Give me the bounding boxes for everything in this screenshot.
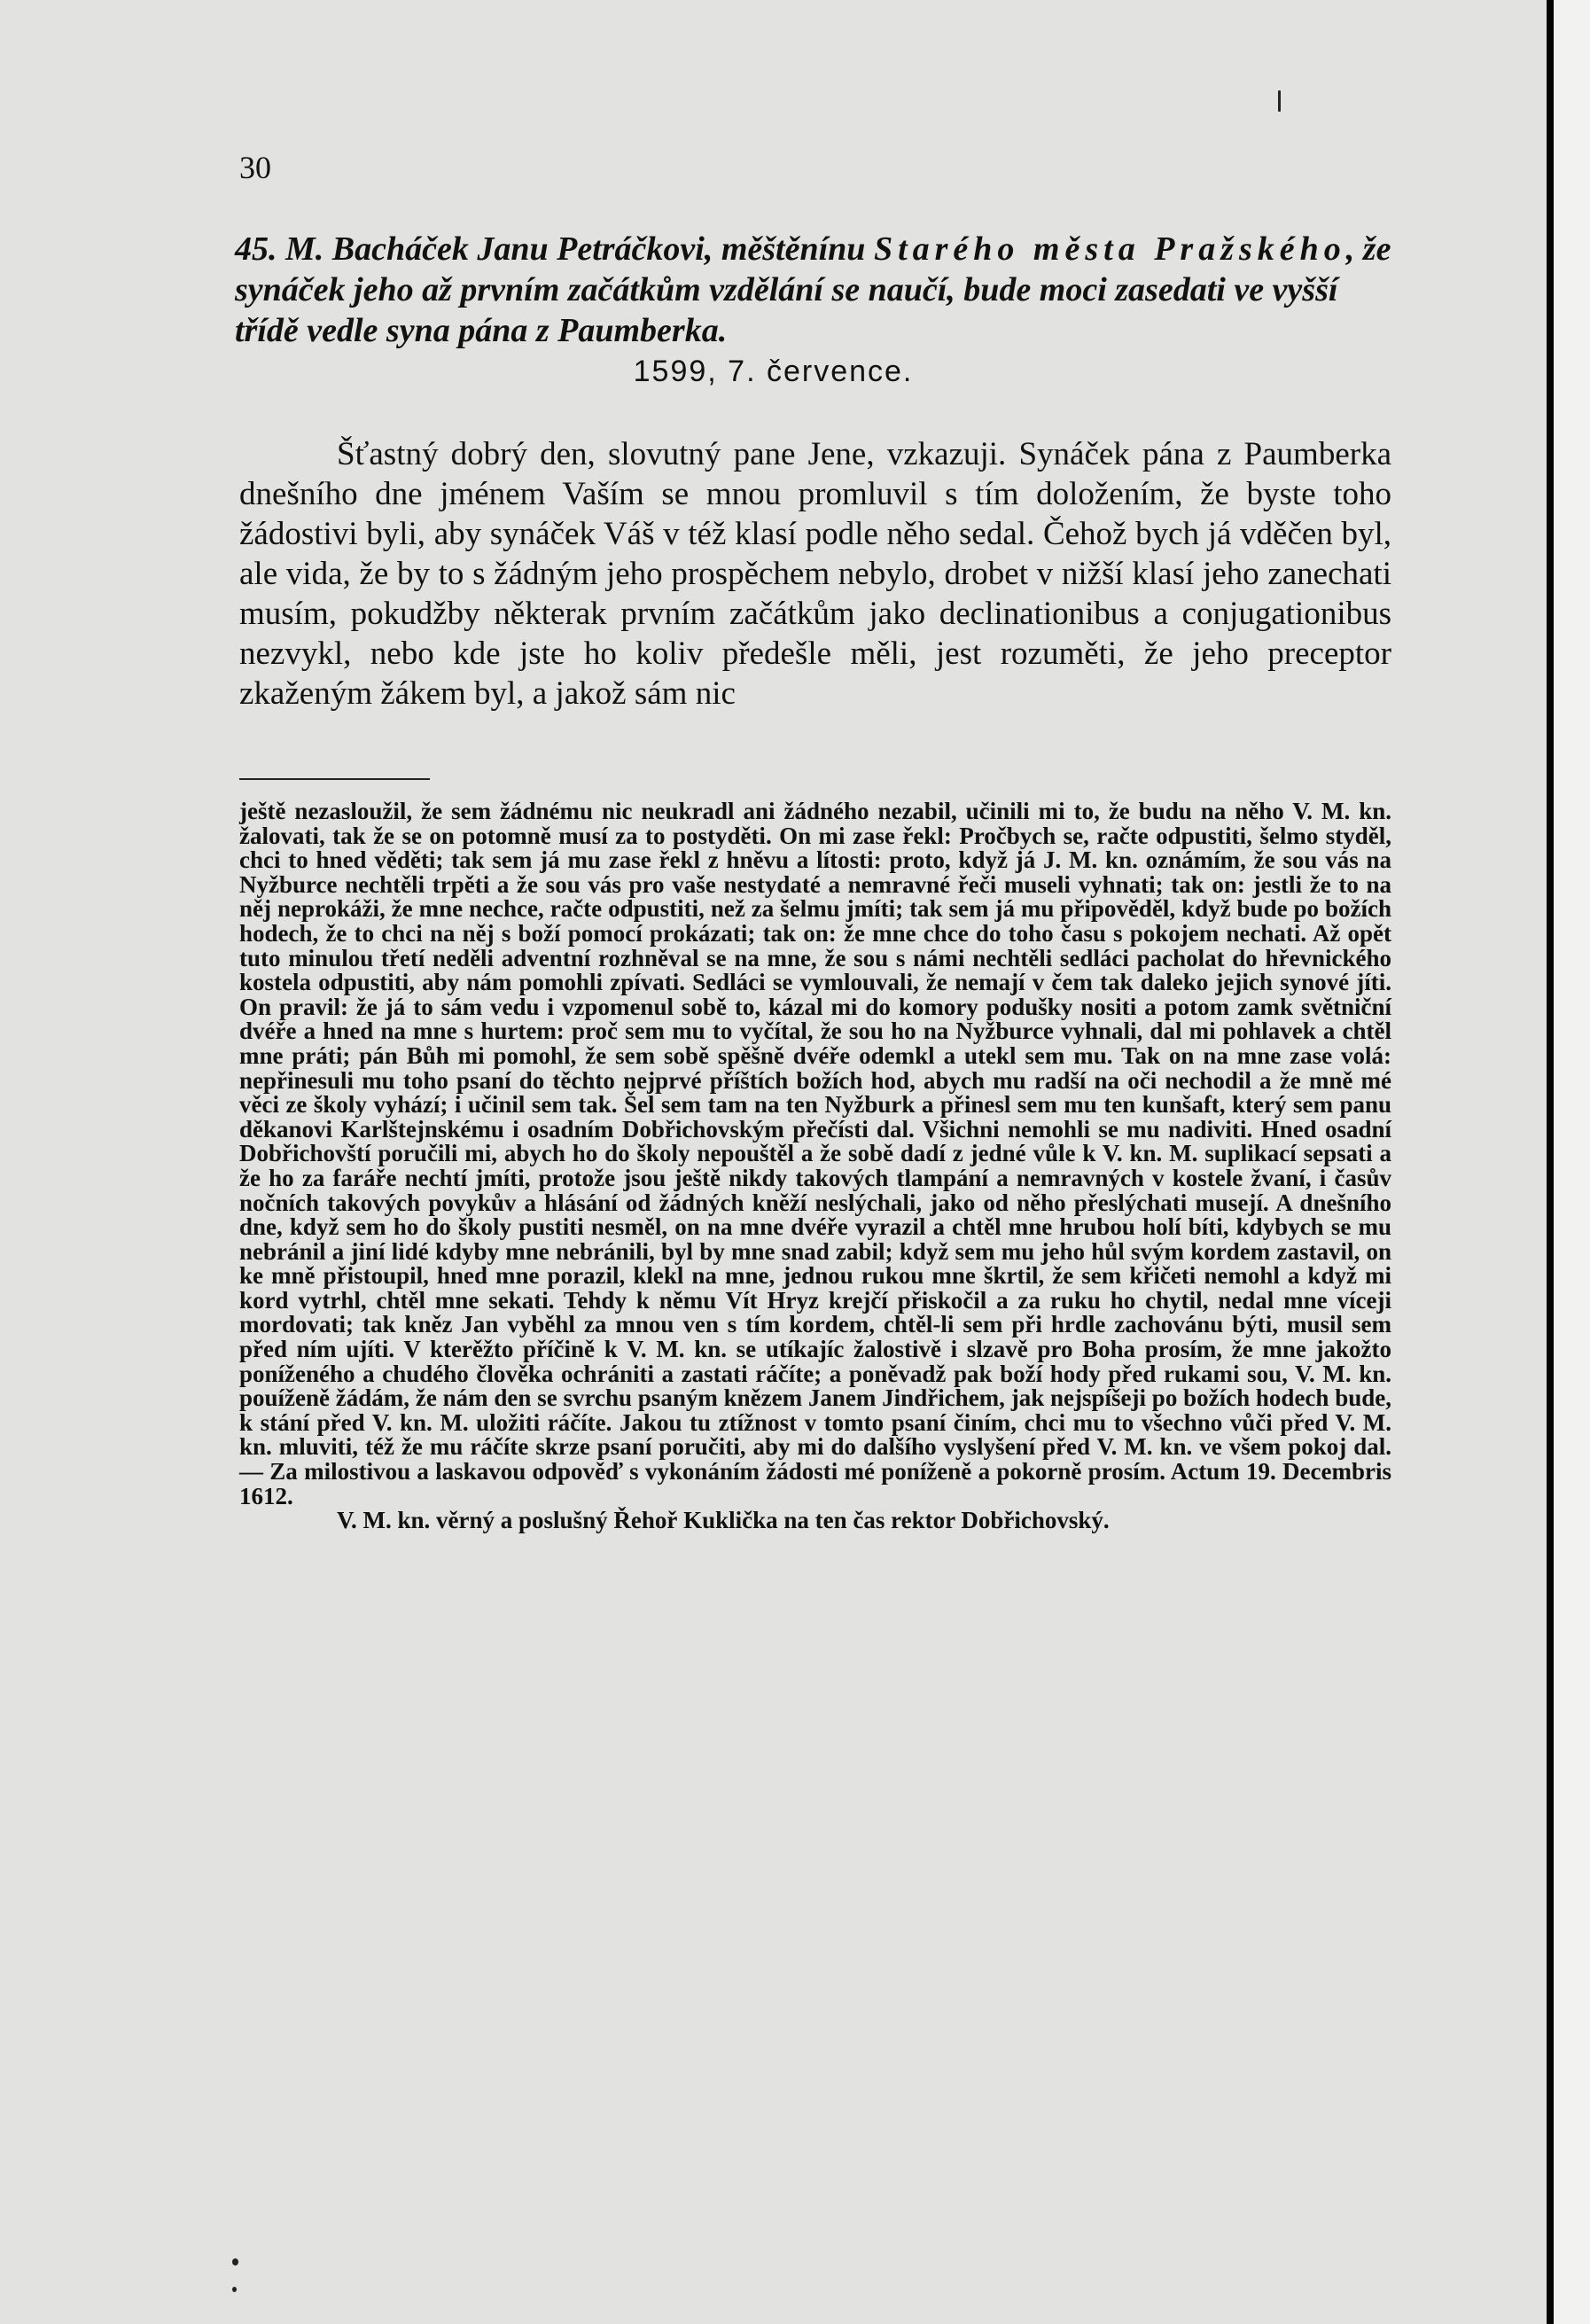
main-paragraph: Šťastný dobrý den, slovutný pane Jene, vzkazuji. Synáček pána z Paumberka dnešního dne jménem Vaším se mnou promluvil s tím doložením, že byste toho žádostivi byli, aby synáček Váš v též klasí podle něho sedal. Čehož bych já vděčen byl, ale vida, že by to s žádným jeho prospěchem nebylo, drobet v nižší klasí jeho zanechati musím, pokudžby některak prvním začátkům jako declinationibus a conjugationibus nezvykl, nebo kde jste ho koliv předešle měli, jest rozuměti, že jeho preceptor zkaženým žákem byl, a jakož sám nic — [239, 436, 1391, 712]
main-text — [239, 434, 1391, 714]
footnote — [239, 799, 1391, 1533]
heading-text-cont: , že synáček jeho až prvním začátkům vzdělání se naučí, bude moci zasedati ve vyšší třídě vedle syna pána z Paumberka. — [235, 230, 1391, 349]
paper-speck — [232, 2258, 238, 2266]
footnote-paragraph: ještě nezasloužil, že sem žádnému nic neukradl ani žádného nezabil, učinili mi to, že budu na něho V. M. kn. žalovati, tak že se on potomně musí za to postyděti. On mi zase řekl: Pročbych se, račte odpustiti, šelmo styděl, chci to hned věděti; tak sem já mu zase řekl z hněvu a lítosti: proto, když já J. M. kn. oznámím, že sou vás na Nyžburce nechtěli trpěti a že sou vás pro vaše nestydaté a nemravné řeči museli vyhnati; tak on: jestli že to na něj neprokáži, že mne nechce, račte odpustiti, než za šelmu jmíti; tak sem já mu připověděl, když bude po božích hodech, že to chci na něj s boží pomocí prokázati; tak on: že mne chce do toho času s pokojem nechati. Až opět tuto minulou třetí neděli adventní rozhněval se na mne, že sou s námi nechtěli sedláci pacholat do hřevnického kostela odpustiti, aby nám pomohli zpívati. Sedláci se vymlouvali, že nemají v čem tak daleko jejich synové jíti. On pravil: že já to sám vedu i vzpomenul sobě to, kázal mi do komory podušky nositi a potom zamk světniční dvéře a hned na mne s hurtem: proč sem mu to vyčítal, že sou ho na Nyžburce vyhnali, dal mi pohlavek a chtěl mne práti; pán Bůh mi pomohl, že sem sobě spěšně dvéře odemkl a utekl sem mu. Tak on na mne zase volá: nepřinesuli mu toho psaní do těchto nejprvé příštích božích hod, abych mu radší na oči nechodil a že mně mé věci ze školy vyhází; i učinil sem tak. Šel sem tam na ten Nyžburk a přinesl sem mu ten kunšaft, který sem panu děkanovi Karlštejnskému i osadním Dobřichovským přečísti dal. Všichni nemohli se mu nadiviti. Hned osadní Dobřichovští poručili mi, abych ho do školy nepouštěl a že sobě dadí z jedné vůle k V. kn. M. suplikací sepsati a že ho za faráře nechtí jmíti, protože jsou ještě nikdy takových tlampání a nemravných v kostele žvaní, i časův nočních takových povykův a hlásání od žádných kněží neslýchali, jako od něho přeslýchati musejí. A dnešního dne, když sem ho do školy pustiti nesměl, on na mne dvéře vyrazil a chtěl mne hrubou holí bíti, kdybych se mu nebránil a jiní lidé kdyby mne nebránili, byl by mne snad zabil; když sem mu jeho hůl svým kordem zastavil, on ke mně přistoupil, hned mne porazil, klekl na mne, jednou rukou mne škrtil, že sem křičeti nemohl a když mi kord vytrhl, chtěl mne sekati. Tehdy k němu Vít Hryz krejčí přiskočil a za ruku ho chytil, nedal mne víceji mordovati; tak kněz Jan vyběhl za mnou ven s tím kordem, chtěl-li sem při hrdle zachovánu býti, musil sem před ním ujíti. V kterěžto příčině k V. M. kn. se utíkajíc žalostivě i slzavě pro Boha prosím, že mne jakožto poníženého a chudého člověka ochrániti a zastati ráčíte; a poněvadž pak boží hody před rukami sou, V. M. kn. pouíženě žádám, že nám den se svrchu psaným knězem Janem Jindřichem, jak nejspíšeji po božích hodech bude, k stání před V. kn. M. uložiti ráčíte. Jakou tu ztížnost v tomto psaní činím, chci mu to všechno vůči před V. M. kn. mluviti, též že mu ráčíte skrze psaní poručiti, aby mi do dalšího vyslyšení před V. M. kn. ve všem pokoj dal. — Za milostivou a laskavou odpověď s vykonáním žádosti mé poníženě a pokorně prosím. Actum 19. Decembris 1612. — [239, 798, 1391, 1509]
heading-text: 45. M. Bacháček Janu Petráčkovi, měštěnínu — [235, 230, 874, 268]
signature: V. M. kn. věrný a poslušný Řehoř Kuklička na ten čas rektor Dobřichovský. — [337, 1507, 1110, 1534]
heading-spaced-name: Starého města Pražského — [873, 230, 1346, 268]
binding-shadow — [1547, 0, 1554, 2324]
page-number: 30 — [239, 150, 271, 185]
letter-date: 1599, 7. července. — [633, 355, 914, 388]
page-edge — [1547, 0, 1590, 2324]
footnote-divider — [239, 778, 430, 780]
paper-speck — [232, 2287, 237, 2292]
paper-speck — [1278, 90, 1281, 112]
letter-heading — [235, 229, 1405, 351]
